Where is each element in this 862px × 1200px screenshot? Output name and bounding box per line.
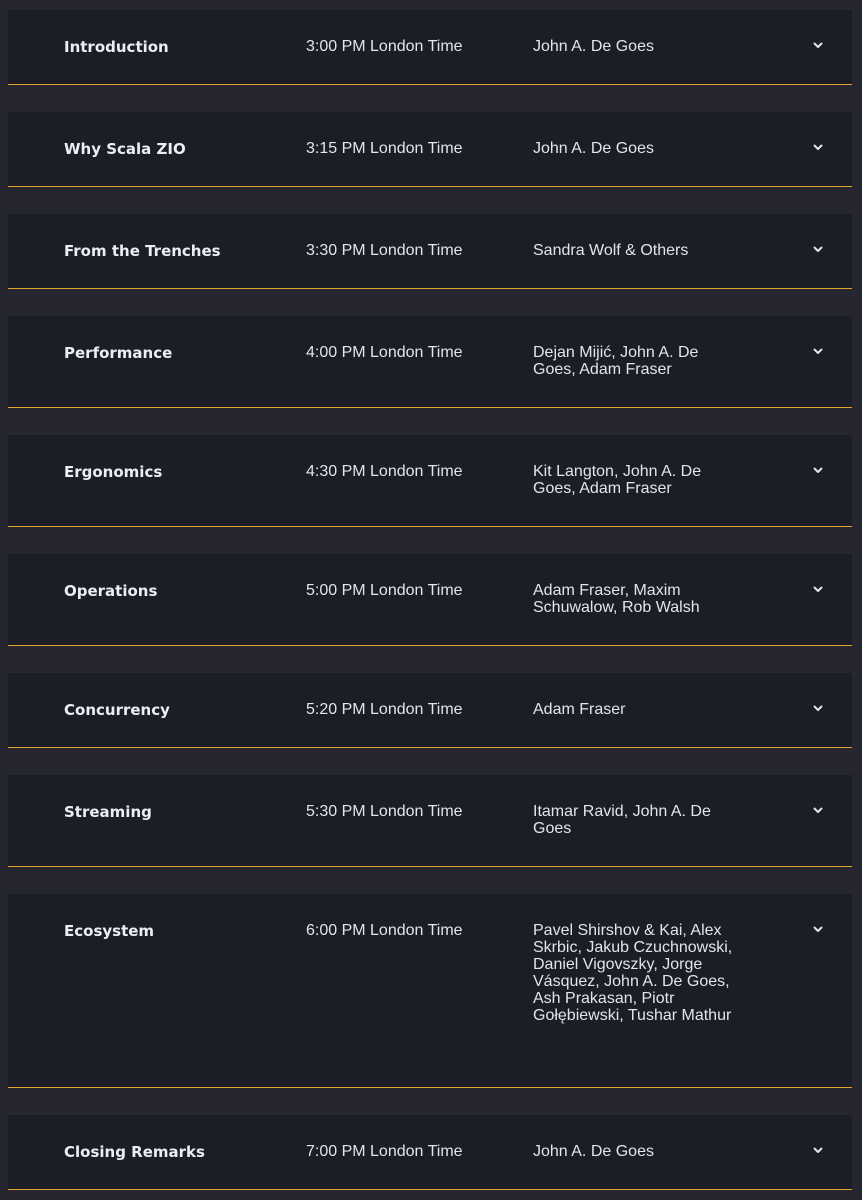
- session-title: Performance: [64, 344, 173, 362]
- chevron-down-icon[interactable]: [811, 1143, 825, 1157]
- session-time: 5:30 PM London Time: [306, 803, 463, 820]
- session-speakers: John A. De Goes: [533, 140, 654, 157]
- session-speakers: Adam Fraser: [533, 701, 626, 718]
- session-time: 3:00 PM London Time: [306, 38, 463, 55]
- session-time: 5:00 PM London Time: [306, 582, 463, 599]
- session-time: 4:00 PM London Time: [306, 344, 463, 361]
- session-row-ergonomics[interactable]: [8, 435, 852, 527]
- session-row-operations[interactable]: [8, 554, 852, 646]
- session-speakers: John A. De Goes: [533, 38, 654, 55]
- session-row-ecosystem[interactable]: [8, 894, 852, 1088]
- session-speakers: Pavel Shirshov & Kai, Alex Skrbic, Jakub Czuchnowski, Daniel Vigovszky, Jorge Vásquez, John A. De Goes, Ash Prakasan, Piotr Gołębiewski, Tushar Mathur: [533, 922, 733, 1024]
- session-speakers: Itamar Ravid, John A. De Goes: [533, 803, 711, 837]
- session-row-streaming[interactable]: [8, 775, 852, 867]
- chevron-down-icon[interactable]: [811, 922, 825, 936]
- session-speakers: Sandra Wolf & Others: [533, 242, 689, 259]
- session-row-concurrency[interactable]: [8, 673, 852, 748]
- session-title: Operations: [64, 582, 158, 600]
- session-title: Concurrency: [64, 701, 170, 719]
- session-title: Streaming: [64, 803, 152, 821]
- session-time: 4:30 PM London Time: [306, 463, 463, 480]
- session-speakers: Kit Langton, John A. De Goes, Adam Fraser: [533, 463, 702, 497]
- session-title: Introduction: [64, 38, 169, 56]
- session-row-why-scala-zio[interactable]: [8, 112, 852, 187]
- chevron-down-icon[interactable]: [811, 803, 825, 817]
- session-row-introduction[interactable]: [8, 10, 852, 85]
- session-row-from-the-trenches[interactable]: [8, 214, 852, 289]
- session-title: Ergonomics: [64, 463, 163, 481]
- session-row-closing-remarks[interactable]: [8, 1115, 852, 1190]
- chevron-down-icon[interactable]: [811, 242, 825, 256]
- session-title: Why Scala ZIO: [64, 140, 186, 158]
- chevron-down-icon[interactable]: [811, 140, 825, 154]
- chevron-down-icon[interactable]: [811, 582, 825, 596]
- chevron-down-icon[interactable]: [811, 344, 825, 358]
- session-time: 3:30 PM London Time: [306, 242, 463, 259]
- session-time: 6:00 PM London Time: [306, 922, 463, 939]
- session-speakers: Dejan Mijić, John A. De Goes, Adam Fraser: [533, 344, 699, 378]
- session-time: 5:20 PM London Time: [306, 701, 463, 718]
- session-time: 7:00 PM London Time: [306, 1143, 463, 1160]
- chevron-down-icon[interactable]: [811, 701, 825, 715]
- session-row-performance[interactable]: [8, 316, 852, 408]
- session-speakers: Adam Fraser, Maxim Schuwalow, Rob Walsh: [533, 582, 700, 616]
- session-title: From the Trenches: [64, 242, 221, 260]
- chevron-down-icon[interactable]: [811, 38, 825, 52]
- chevron-down-icon[interactable]: [811, 463, 825, 477]
- session-time: 3:15 PM London Time: [306, 140, 463, 157]
- session-speakers: John A. De Goes: [533, 1143, 654, 1160]
- session-title: Closing Remarks: [64, 1143, 205, 1161]
- session-title: Ecosystem: [64, 922, 155, 940]
